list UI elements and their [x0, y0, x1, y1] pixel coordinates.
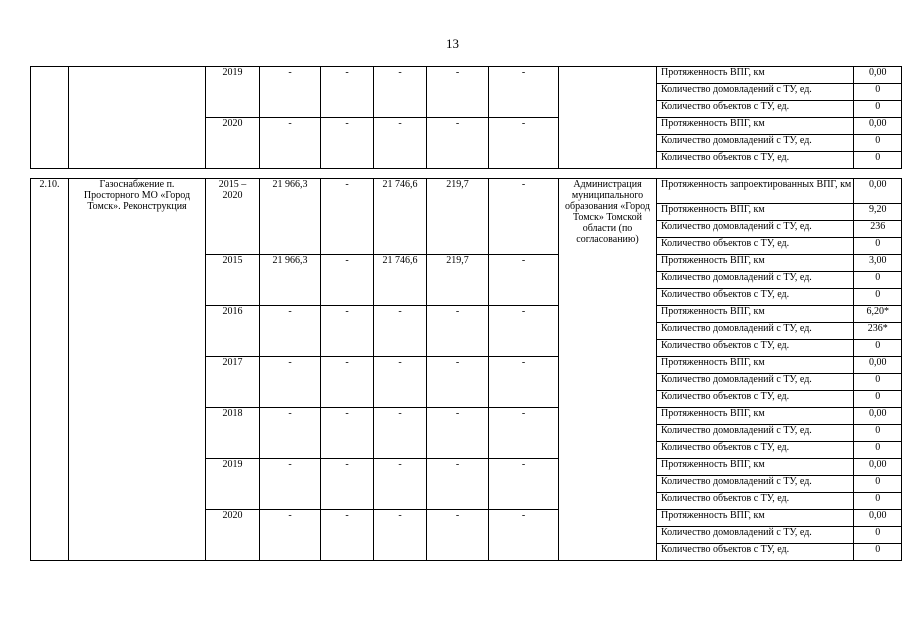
finance-cell: - — [321, 179, 374, 255]
indicator-label: Количество домовладений с ТУ, ед. — [657, 272, 854, 289]
indicator-value: 0,00 — [854, 510, 902, 527]
indicator-label: Количество домовладений с ТУ, ед. — [657, 374, 854, 391]
indicator-label: Количество домовладений с ТУ, ед. — [657, 425, 854, 442]
finance-cell: - — [489, 118, 559, 169]
year-cell: 2019 — [206, 67, 260, 118]
finance-cell: - — [489, 357, 559, 408]
indicator-value: 0,00 — [854, 118, 902, 135]
item-name: Газоснабжение п. Просторного МО «Город Томск». Реконструкция — [69, 179, 206, 561]
indicator-value: 0 — [854, 493, 902, 510]
finance-cell: - — [260, 306, 321, 357]
finance-cell: - — [489, 510, 559, 561]
indicator-value: 9,20 — [854, 204, 902, 221]
indicator-value: 0,00 — [854, 408, 902, 425]
finance-cell: - — [321, 118, 374, 169]
year-cell: 2015 — [206, 255, 260, 306]
finance-cell: - — [427, 510, 489, 561]
finance-cell: - — [427, 67, 489, 118]
indicator-label: Протяженность ВПГ, км — [657, 510, 854, 527]
finance-cell: 21 966,3 — [260, 179, 321, 255]
finance-cell: - — [260, 357, 321, 408]
indicator-value: 0 — [854, 289, 902, 306]
finance-cell: - — [374, 510, 427, 561]
indicator-value: 0 — [854, 84, 902, 101]
indicator-label: Количество домовладений с ТУ, ед. — [657, 527, 854, 544]
indicator-value: 0 — [854, 476, 902, 493]
finance-cell: - — [427, 118, 489, 169]
indicator-label: Количество домовладений с ТУ, ед. — [657, 84, 854, 101]
indicator-label: Количество объектов с ТУ, ед. — [657, 340, 854, 357]
item-number: 2.10. — [31, 179, 69, 561]
indicator-value: 0,00 — [854, 67, 902, 84]
finance-cell: - — [489, 459, 559, 510]
indicator-label: Протяженность ВПГ, км — [657, 408, 854, 425]
indicator-value: 0 — [854, 238, 902, 255]
indicator-value: 0 — [854, 527, 902, 544]
indicator-value: 0 — [854, 391, 902, 408]
finance-cell: - — [489, 408, 559, 459]
finance-cell: - — [374, 408, 427, 459]
indicator-label: Количество объектов с ТУ, ед. — [657, 152, 854, 169]
finance-cell: - — [489, 179, 559, 255]
indicator-value: 0,00 — [854, 459, 902, 476]
finance-cell: - — [374, 67, 427, 118]
indicator-label: Количество объектов с ТУ, ед. — [657, 391, 854, 408]
finance-cell: - — [489, 67, 559, 118]
finance-cell: - — [321, 67, 374, 118]
indicator-label: Количество домовладений с ТУ, ед. — [657, 476, 854, 493]
indicator-label: Протяженность запроектированных ВПГ, км — [657, 179, 854, 204]
indicator-label: Протяженность ВПГ, км — [657, 204, 854, 221]
finance-cell: - — [489, 255, 559, 306]
year-cell: 2020 — [206, 510, 260, 561]
year-cell: 2019 — [206, 459, 260, 510]
finance-cell: - — [374, 357, 427, 408]
indicator-label: Количество объектов с ТУ, ед. — [657, 101, 854, 118]
indicator-value: 0 — [854, 340, 902, 357]
indicator-label: Количество объектов с ТУ, ед. — [657, 238, 854, 255]
program-table — [30, 66, 902, 561]
indicator-value: 6,20* — [854, 306, 902, 323]
finance-cell: - — [260, 67, 321, 118]
finance-cell: 21 746,6 — [374, 255, 427, 306]
year-cell: 2018 — [206, 408, 260, 459]
indicator-label: Количество объектов с ТУ, ед. — [657, 544, 854, 561]
indicator-value: 0 — [854, 442, 902, 459]
section-separator — [31, 169, 902, 179]
finance-cell: - — [427, 408, 489, 459]
finance-cell: 21 966,3 — [260, 255, 321, 306]
table-row — [31, 67, 902, 84]
year-cell: 2020 — [206, 118, 260, 169]
finance-cell: - — [260, 510, 321, 561]
indicator-label: Протяженность ВПГ, км — [657, 67, 854, 84]
finance-cell: - — [321, 357, 374, 408]
indicator-label: Количество объектов с ТУ, ед. — [657, 289, 854, 306]
indicator-value: 236 — [854, 221, 902, 238]
executor-cell — [559, 67, 657, 169]
indicator-value: 0 — [854, 272, 902, 289]
table-row — [31, 179, 902, 204]
item-number — [31, 67, 69, 169]
finance-cell: - — [260, 118, 321, 169]
year-cell: 2017 — [206, 357, 260, 408]
finance-cell: - — [374, 306, 427, 357]
indicator-value: 3,00 — [854, 255, 902, 272]
page-number: 13 — [446, 36, 459, 51]
finance-cell: - — [260, 459, 321, 510]
indicator-value: 0,00 — [854, 357, 902, 374]
finance-cell: - — [321, 459, 374, 510]
finance-cell: - — [427, 306, 489, 357]
year-cell: 2015 – 2020 — [206, 179, 260, 255]
indicator-value: 0 — [854, 135, 902, 152]
finance-cell: - — [374, 118, 427, 169]
indicator-label: Количество домовладений с ТУ, ед. — [657, 135, 854, 152]
finance-cell: 219,7 — [427, 179, 489, 255]
indicator-value: 0 — [854, 544, 902, 561]
finance-cell: 219,7 — [427, 255, 489, 306]
finance-cell: - — [260, 408, 321, 459]
indicator-label: Количество домовладений с ТУ, ед. — [657, 323, 854, 340]
indicator-label: Протяженность ВПГ, км — [657, 306, 854, 323]
finance-cell: - — [427, 357, 489, 408]
finance-cell: 21 746,6 — [374, 179, 427, 255]
indicator-value: 0 — [854, 101, 902, 118]
year-cell: 2016 — [206, 306, 260, 357]
finance-cell: - — [321, 306, 374, 357]
indicator-label: Количество объектов с ТУ, ед. — [657, 493, 854, 510]
indicator-label: Протяженность ВПГ, км — [657, 118, 854, 135]
finance-cell: - — [374, 459, 427, 510]
indicator-label: Протяженность ВПГ, км — [657, 255, 854, 272]
finance-cell: - — [489, 306, 559, 357]
indicator-value: 0 — [854, 152, 902, 169]
finance-cell: - — [321, 255, 374, 306]
indicator-label: Количество объектов с ТУ, ед. — [657, 442, 854, 459]
finance-cell: - — [321, 408, 374, 459]
indicator-value: 236* — [854, 323, 902, 340]
indicator-label: Протяженность ВПГ, км — [657, 357, 854, 374]
indicator-label: Количество домовладений с ТУ, ед. — [657, 221, 854, 238]
finance-cell: - — [321, 510, 374, 561]
indicator-value: 0 — [854, 374, 902, 391]
finance-cell: - — [427, 459, 489, 510]
indicator-label: Протяженность ВПГ, км — [657, 459, 854, 476]
executor-cell: Администрация муниципального образования «Город Томск» Томской области (по согласованию) — [559, 179, 657, 561]
indicator-value: 0,00 — [854, 179, 902, 204]
indicator-value: 0 — [854, 425, 902, 442]
item-name — [69, 67, 206, 169]
